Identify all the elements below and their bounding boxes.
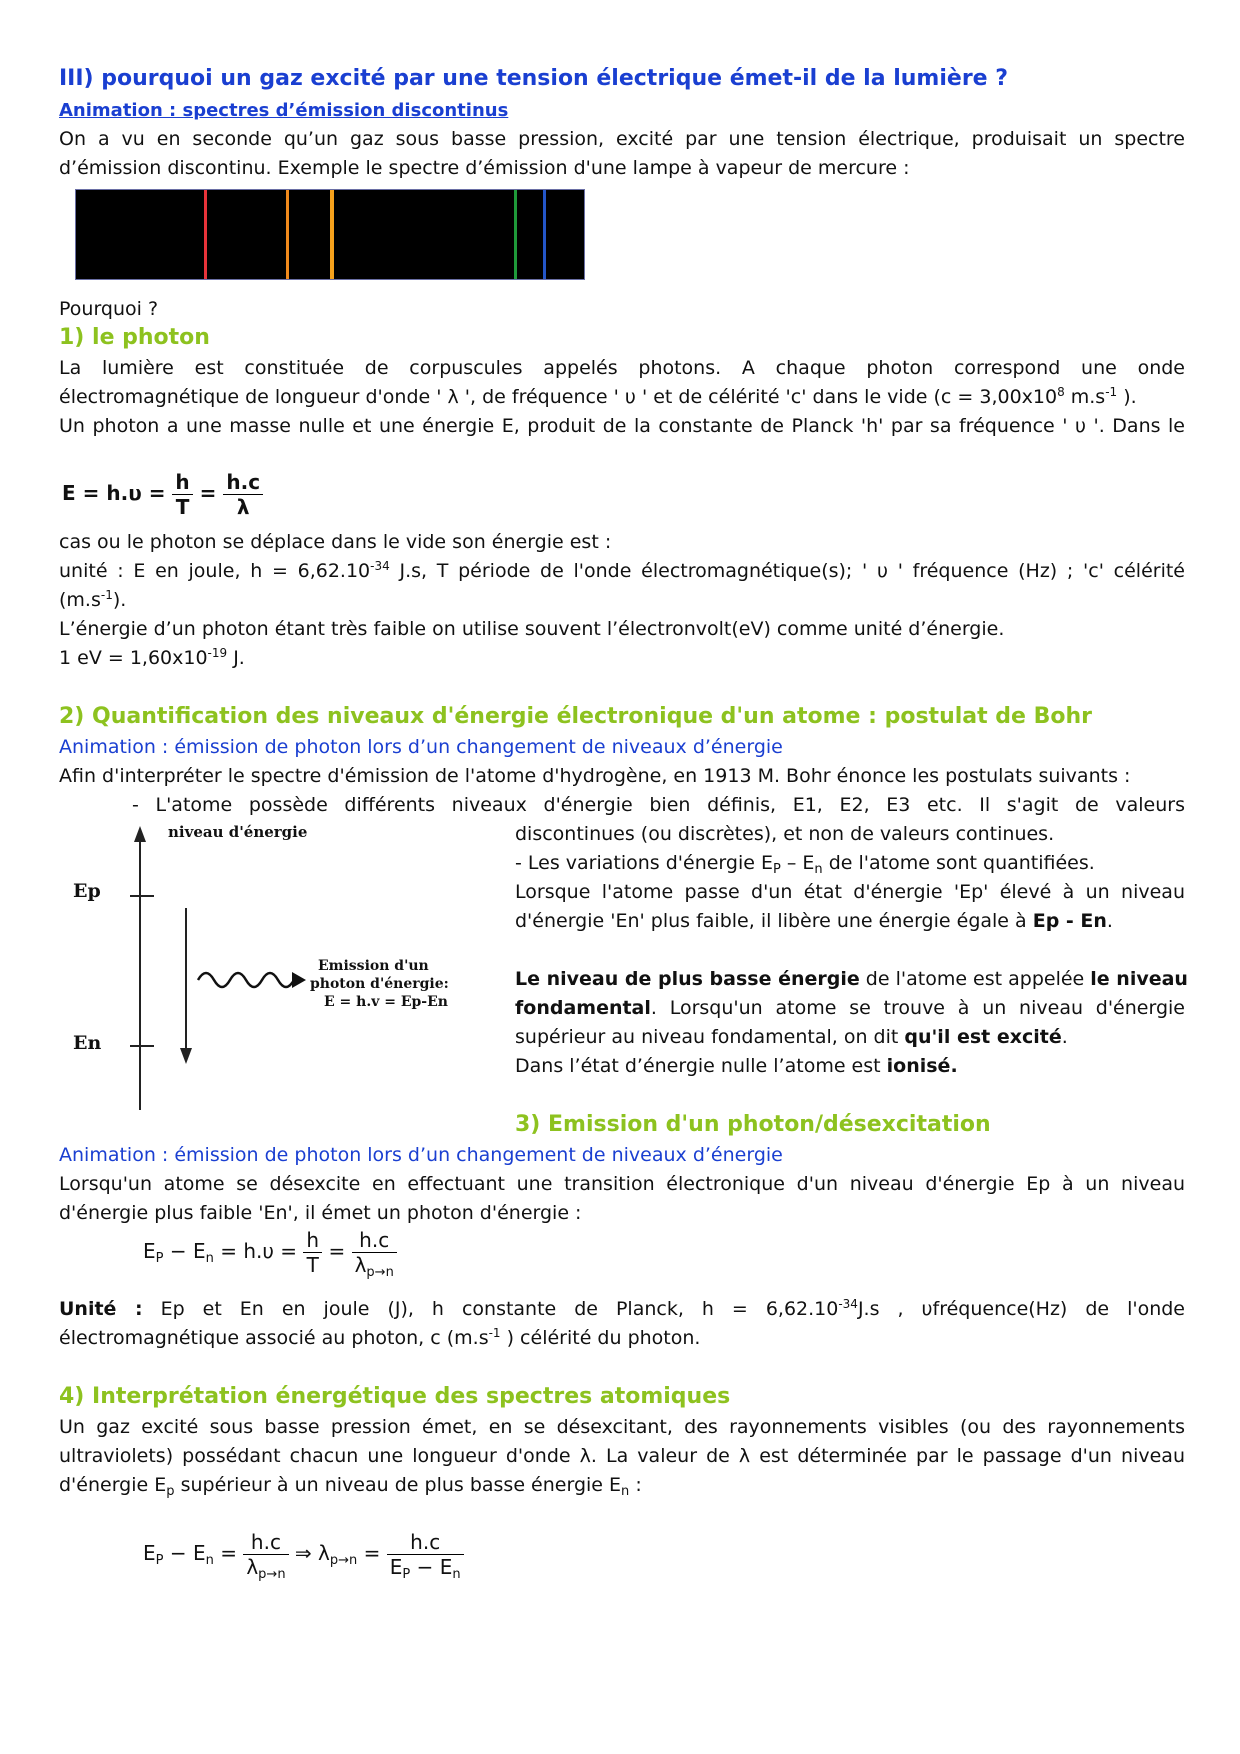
mercury-spectrum: [75, 189, 585, 280]
bohr-fund-line1: Le niveau de plus basse énergie de l'atome est appelée le niveau: [515, 968, 1188, 990]
bohr-title: 2) Quantification des niveaux d'énergie électronique d'un atome : postulat de Bohr: [59, 704, 1093, 729]
bohr-bullet2-line3: d'énergie 'En' plus faible, il libère une énergie égale à Ep - En.: [515, 910, 1113, 932]
photon-arrow-icon: [292, 972, 306, 988]
bohr-intro: Afin d'interpréter le spectre d'émission de l'atome d'hydrogène, en 1913 M. Bohr énonce les postulats suivants :: [59, 765, 1131, 787]
animation-link-bohr[interactable]: Animation : émission de photon lors d’un changement de niveaux d’énergie: [59, 736, 783, 758]
photon-p1-line2: électromagnétique de longueur d'onde ' λ ', de fréquence ' υ ' et de célérité 'c' dans le vide ($c = 3,00x10^8$ $m.s^{-1}$ ).: [59, 385, 1137, 408]
interpretation-line1: Un gaz excité sous basse pression émet, en se désexcitant, des rayonnements visibles (ou des rayonnements: [59, 1416, 1185, 1438]
photon-p3-line2: 1 eV = $1,60x10^{-19}$ J.: [59, 646, 245, 669]
spectrum-line-yellow: [330, 190, 334, 279]
photon-p1-line3: Un photon a une masse nulle et une énergie E, produit de la constante de Planck 'h' par sa fréquence ' υ '. Dans le: [59, 415, 1185, 437]
spectrum-line-blue: [543, 190, 546, 279]
spectrum-line-green: [514, 190, 517, 279]
photon-p3-line1: L’énergie d’un photon étant très faible on utilise souvent l’électronvolt(eV) comme unité d’énergie.: [59, 618, 1005, 640]
diagram-axis-label: niveau d'énergie: [168, 823, 308, 841]
bohr-fund-line3: supérieur au niveau fondamental, on dit qu'il est excité.: [515, 1026, 1068, 1048]
interpretation-line3: d'énergie $E_p$ supérieur à un niveau de plus basse énergie $E_n$ :: [59, 1474, 642, 1499]
pourquoi-text: Pourquoi ?: [59, 298, 159, 320]
bohr-fund-line2: fondamental. Lorsqu'un atome se trouve à un niveau d'énergie: [515, 997, 1185, 1019]
photon-p1-line1: La lumière est constituée de corpuscules appelés photons. A chaque photon correspond une onde: [59, 357, 1185, 379]
emission-line1: Lorsqu'un atome se désexcite en effectuant une transition électronique d'un niveau d'énergie Ep à un niveau: [59, 1173, 1185, 1195]
transition-arrow-head-icon: [180, 1048, 192, 1064]
axis-arrow-icon: [134, 826, 146, 842]
emission-unit-line1: Unité : Ep et En en joule (J), h constante de Planck, $h = 6,62.10^{-34}J.s$ , υfréquence(Hz) de l'onde: [59, 1297, 1185, 1320]
photon-p2-line2: unité : E en joule, $h = 6,62.10^{-34}$ J.s, T période de l'onde électromagnétique(s); ' υ ' fréquence (Hz) ; 'c' célérité: [59, 559, 1185, 582]
animation-link-emission[interactable]: Animation : émission de photon lors d’un changement de niveaux d’énergie: [59, 1144, 783, 1166]
emission-formula: $E_P - E_n = h.\upsilon$ = $\frac{h}{T}$ = $\frac{h.c}{\lambda_{p\to n}}$: [143, 1228, 397, 1277]
diagram-en-label: En: [73, 1032, 102, 1054]
photon-title: 1) le photon: [59, 325, 210, 350]
animation-link-spectres[interactable]: Animation : spectres d’émission discontinus: [59, 100, 509, 121]
photon-energy-formula: E = h.υ = $\frac{h}{T}$ = $\frac{h.c}{\lambda}$: [62, 470, 263, 519]
intro-line-1: On a vu en seconde qu’un gaz sous basse pression, excité par une tension électrique, produisait un spectre: [59, 128, 1185, 150]
diagram-ep-label: Ep: [73, 880, 101, 902]
photon-wave-icon: [198, 973, 294, 987]
spectrum-line-orange: [286, 190, 289, 279]
bohr-ionise-line: Dans l’état d’énergie nulle l’atome est ionisé.: [515, 1055, 958, 1077]
bohr-bullet2-line2: Lorsque l'atome passe d'un état d'énergie 'Ep' élevé à un niveau: [515, 881, 1185, 903]
emission-line2: d'énergie plus faible 'En', il émet un photon d'énergie :: [59, 1202, 582, 1224]
interpretation-title: 4) Interprétation énergétique des spectres atomiques: [59, 1384, 731, 1409]
bohr-bullet2-line1: - Les variations d'énergie $E_P - E_n$ de l'atome sont quantifiées.: [515, 852, 1095, 877]
section-title: III) pourquoi un gaz excité par une tension électrique émet-il de la lumière ?: [59, 66, 1009, 91]
diagram-emission-text: Emission d'un photon d'énergie: E = h.v = Ep-En: [310, 958, 449, 1010]
bohr-bullet1-line1: - L'atome possède différents niveaux d'énergie bien définis, E1, E2, E3 etc. Il s'agit de valeurs: [132, 794, 1185, 816]
photon-p2-line1: cas ou le photon se déplace dans le vide son énergie est :: [59, 531, 612, 553]
interpretation-formula: $E_P - E_n$ = $\frac{h.c}{\lambda_{p\to n}}$ ⇒ $\lambda_{p\to n}$ = $\frac{h.c}{E_P - E_n}$: [143, 1530, 464, 1579]
intro-line-2: d’émission discontinu. Exemple le spectre d’émission d'une lampe à vapeur de mercure :: [59, 157, 910, 179]
emission-title: 3) Emission d'un photon/désexcitation: [515, 1112, 991, 1137]
emission-unit-line2: électromagnétique associé au photon, c ($m.s^{-1}$ ) célérité du photon.: [59, 1326, 701, 1349]
bohr-bullet1-line2: discontinues (ou discrètes), et non de valeurs continues.: [515, 823, 1055, 845]
spectrum-line-red: [204, 190, 207, 279]
photon-p2-line3: $(m.s^{-1})$.: [59, 588, 127, 611]
bohr-right-column: [515, 820, 1188, 1081]
interpretation-line2: ultraviolets) possédant chacun une longueur d'onde λ. La valeur de λ est déterminée par le passage d'un niveau: [59, 1445, 1185, 1467]
